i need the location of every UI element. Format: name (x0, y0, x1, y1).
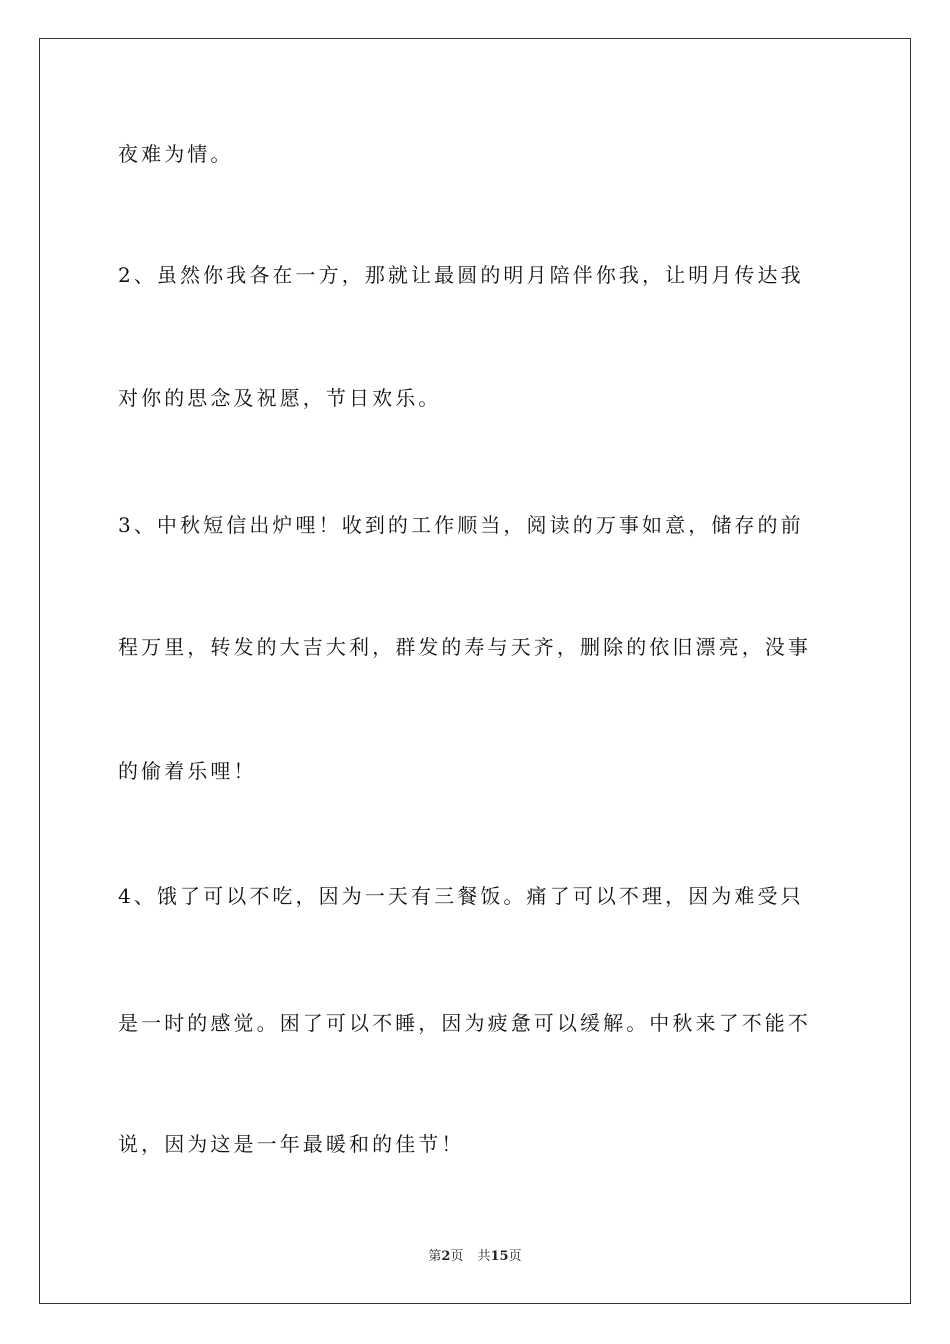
page-footer (0, 1248, 950, 1266)
total-suffix: 页 (508, 1249, 522, 1264)
text-line-1: 夜难为情。 (118, 142, 234, 166)
text-line-8: 是一时的感觉。困了可以不睡，因为疲惫可以缓解。中秋来了不能不 (118, 1011, 811, 1035)
text-line-3: 对你的思念及祝愿，节日欢乐。 (118, 386, 442, 410)
total-prefix: 共 (477, 1249, 491, 1264)
text-line-5: 程万里，转发的大吉大利，群发的寿与天齐，删除的依旧漂亮，没事 (118, 635, 811, 659)
text-line-4: 3、中秋短信出炉哩！收到的工作顺当，阅读的万事如意，储存的前 (118, 513, 804, 537)
page-border (39, 38, 911, 1304)
total-pages: 15 (490, 1249, 509, 1264)
text-line-6: 的偷着乐哩！ (118, 759, 257, 783)
text-line-9: 说，因为这是一年最暖和的佳节！ (118, 1132, 465, 1156)
text-line-2: 2、虽然你我各在一方，那就让最圆的明月陪伴你我，让明月传达我 (118, 263, 804, 287)
page-prefix: 第 (428, 1249, 442, 1264)
text-line-7: 4、饿了可以不吃，因为一天有三餐饭。痛了可以不理，因为难受只 (118, 884, 804, 908)
page-suffix: 页 (450, 1249, 464, 1264)
page-number: 2 (441, 1249, 451, 1264)
